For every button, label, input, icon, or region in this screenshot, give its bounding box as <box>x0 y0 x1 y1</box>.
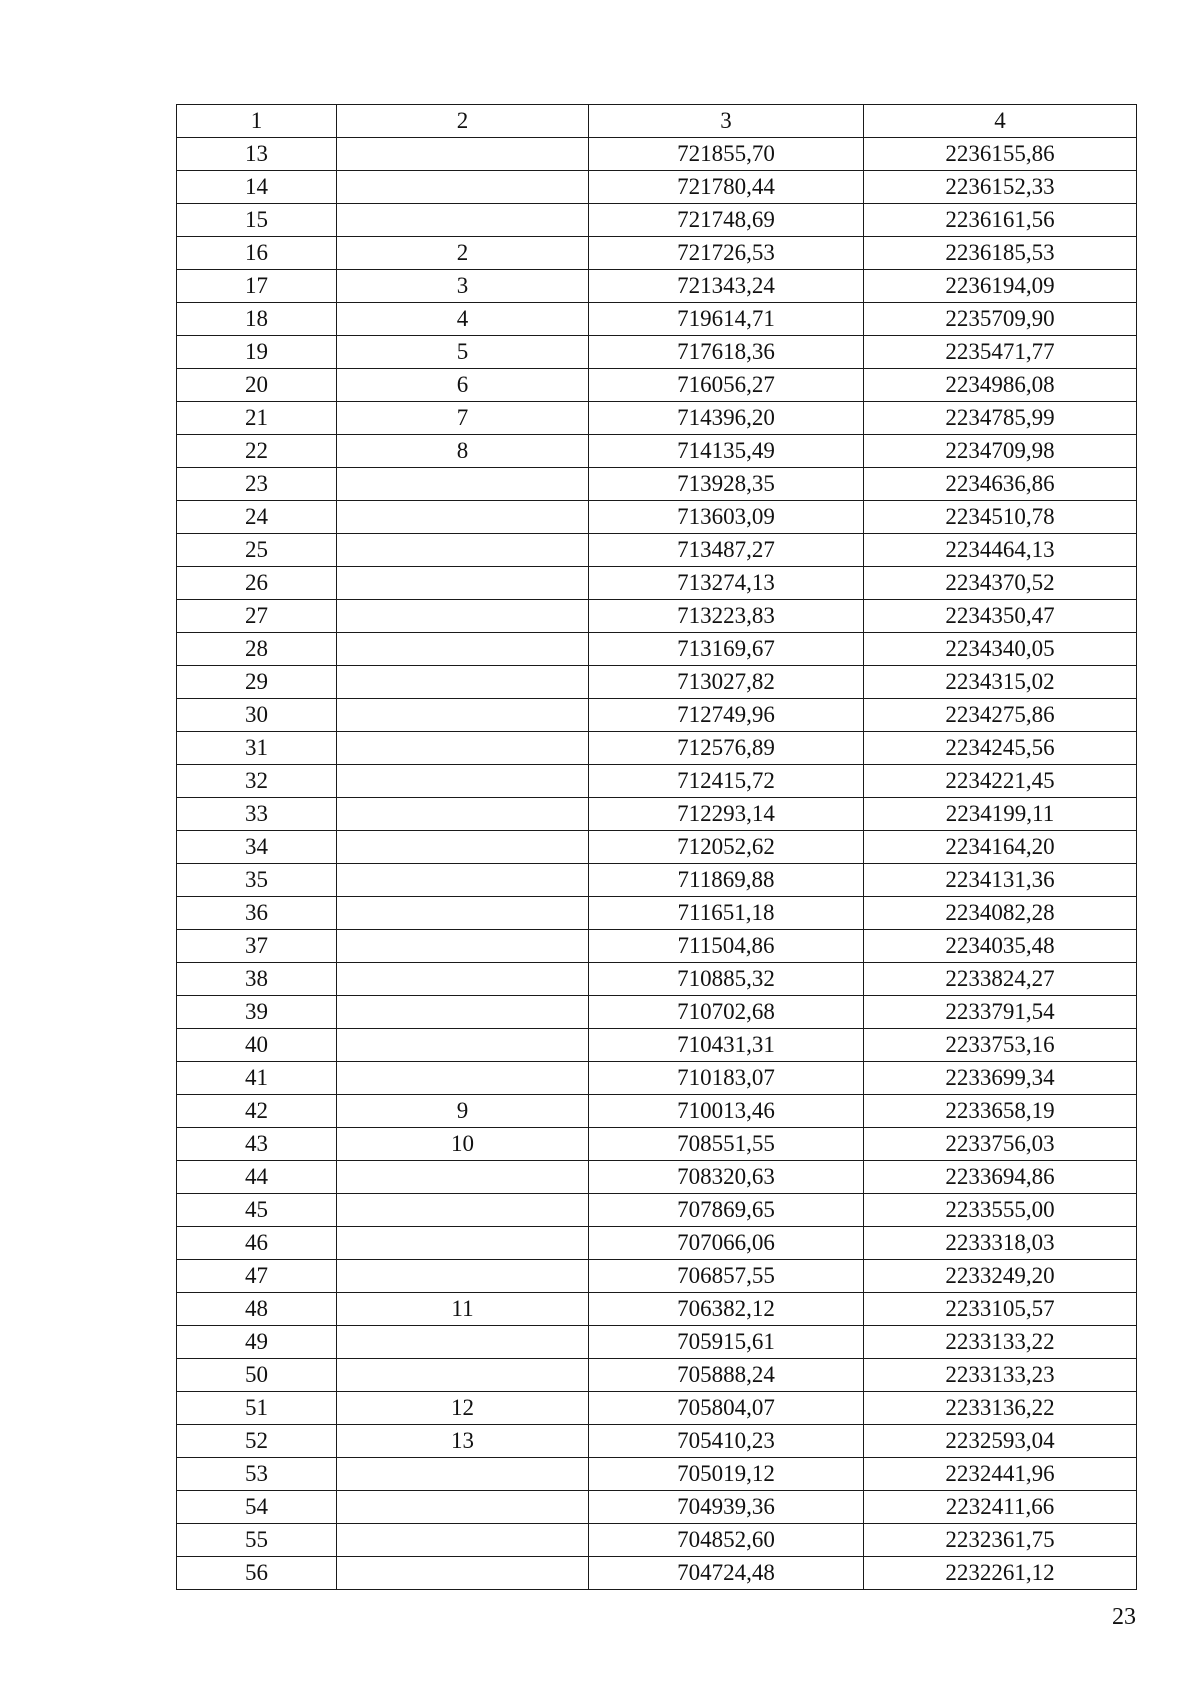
page-number: 23 <box>1112 1604 1136 1630</box>
x-coordinate-cell: 705019,12 <box>589 1458 864 1491</box>
node-number-cell: 13 <box>337 1425 589 1458</box>
x-coordinate-cell: 712052,62 <box>589 831 864 864</box>
node-number-cell <box>337 1227 589 1260</box>
point-number-cell: 33 <box>177 798 337 831</box>
y-coordinate-cell: 2234131,36 <box>864 864 1137 897</box>
column-header-3: 3 <box>589 105 864 138</box>
table-row <box>177 1128 1137 1161</box>
x-coordinate-cell: 717618,36 <box>589 336 864 369</box>
node-number-cell <box>337 765 589 798</box>
point-number-cell: 50 <box>177 1359 337 1392</box>
table-row <box>177 567 1137 600</box>
x-coordinate-cell: 713928,35 <box>589 468 864 501</box>
y-coordinate-cell: 2234082,28 <box>864 897 1137 930</box>
node-number-cell <box>337 1260 589 1293</box>
table-row <box>177 204 1137 237</box>
table-row <box>177 336 1137 369</box>
y-coordinate-cell: 2236155,86 <box>864 138 1137 171</box>
node-number-cell <box>337 138 589 171</box>
y-coordinate-cell: 2233756,03 <box>864 1128 1137 1161</box>
table-row <box>177 1029 1137 1062</box>
node-number-cell: 11 <box>337 1293 589 1326</box>
table-row <box>177 666 1137 699</box>
table-row <box>177 1161 1137 1194</box>
y-coordinate-cell: 2234636,86 <box>864 468 1137 501</box>
y-coordinate-cell: 2234370,52 <box>864 567 1137 600</box>
y-coordinate-cell: 2236161,56 <box>864 204 1137 237</box>
x-coordinate-cell: 707066,06 <box>589 1227 864 1260</box>
y-coordinate-cell: 2233105,57 <box>864 1293 1137 1326</box>
point-number-cell: 51 <box>177 1392 337 1425</box>
point-number-cell: 38 <box>177 963 337 996</box>
node-number-cell <box>337 699 589 732</box>
x-coordinate-cell: 707869,65 <box>589 1194 864 1227</box>
table-row <box>177 732 1137 765</box>
node-number-cell <box>337 204 589 237</box>
y-coordinate-cell: 2236152,33 <box>864 171 1137 204</box>
point-number-cell: 15 <box>177 204 337 237</box>
node-number-cell: 5 <box>337 336 589 369</box>
node-number-cell <box>337 1326 589 1359</box>
x-coordinate-cell: 721748,69 <box>589 204 864 237</box>
point-number-cell: 55 <box>177 1524 337 1557</box>
x-coordinate-cell: 704852,60 <box>589 1524 864 1557</box>
point-number-cell: 44 <box>177 1161 337 1194</box>
table-row <box>177 1425 1137 1458</box>
table-row <box>177 1062 1137 1095</box>
table-body <box>177 138 1137 1590</box>
node-number-cell <box>337 996 589 1029</box>
x-coordinate-cell: 713274,13 <box>589 567 864 600</box>
point-number-cell: 20 <box>177 369 337 402</box>
point-number-cell: 13 <box>177 138 337 171</box>
point-number-cell: 43 <box>177 1128 337 1161</box>
table-row <box>177 699 1137 732</box>
point-number-cell: 47 <box>177 1260 337 1293</box>
point-number-cell: 42 <box>177 1095 337 1128</box>
point-number-cell: 31 <box>177 732 337 765</box>
node-number-cell <box>337 468 589 501</box>
y-coordinate-cell: 2233753,16 <box>864 1029 1137 1062</box>
table-row <box>177 633 1137 666</box>
column-header-2: 2 <box>337 105 589 138</box>
coordinates-table <box>176 104 1137 1590</box>
node-number-cell <box>337 171 589 204</box>
table-row <box>177 468 1137 501</box>
node-number-cell: 7 <box>337 402 589 435</box>
table-row <box>177 897 1137 930</box>
node-number-cell: 3 <box>337 270 589 303</box>
point-number-cell: 16 <box>177 237 337 270</box>
node-number-cell <box>337 600 589 633</box>
x-coordinate-cell: 716056,27 <box>589 369 864 402</box>
point-number-cell: 24 <box>177 501 337 534</box>
y-coordinate-cell: 2233249,20 <box>864 1260 1137 1293</box>
y-coordinate-cell: 2232261,12 <box>864 1557 1137 1590</box>
y-coordinate-cell: 2234221,45 <box>864 765 1137 798</box>
y-coordinate-cell: 2234986,08 <box>864 369 1137 402</box>
point-number-cell: 37 <box>177 930 337 963</box>
node-number-cell <box>337 1458 589 1491</box>
node-number-cell <box>337 1524 589 1557</box>
table-row <box>177 1194 1137 1227</box>
point-number-cell: 39 <box>177 996 337 1029</box>
x-coordinate-cell: 712293,14 <box>589 798 864 831</box>
table-row <box>177 1227 1137 1260</box>
node-number-cell <box>337 930 589 963</box>
node-number-cell <box>337 633 589 666</box>
table-row <box>177 1260 1137 1293</box>
x-coordinate-cell: 714135,49 <box>589 435 864 468</box>
point-number-cell: 41 <box>177 1062 337 1095</box>
y-coordinate-cell: 2234350,47 <box>864 600 1137 633</box>
table-row <box>177 1293 1137 1326</box>
point-number-cell: 53 <box>177 1458 337 1491</box>
node-number-cell: 9 <box>337 1095 589 1128</box>
table-row <box>177 600 1137 633</box>
x-coordinate-cell: 710013,46 <box>589 1095 864 1128</box>
node-number-cell <box>337 1161 589 1194</box>
table-row <box>177 1458 1137 1491</box>
node-number-cell <box>337 1359 589 1392</box>
y-coordinate-cell: 2234709,98 <box>864 435 1137 468</box>
table-row <box>177 402 1137 435</box>
column-header-1: 1 <box>177 105 337 138</box>
y-coordinate-cell: 2233658,19 <box>864 1095 1137 1128</box>
point-number-cell: 19 <box>177 336 337 369</box>
point-number-cell: 49 <box>177 1326 337 1359</box>
y-coordinate-cell: 2233791,54 <box>864 996 1137 1029</box>
node-number-cell: 6 <box>337 369 589 402</box>
table-row <box>177 1557 1137 1590</box>
point-number-cell: 40 <box>177 1029 337 1062</box>
y-coordinate-cell: 2232411,66 <box>864 1491 1137 1524</box>
node-number-cell <box>337 831 589 864</box>
y-coordinate-cell: 2232441,96 <box>864 1458 1137 1491</box>
node-number-cell: 12 <box>337 1392 589 1425</box>
x-coordinate-cell: 704939,36 <box>589 1491 864 1524</box>
x-coordinate-cell: 721780,44 <box>589 171 864 204</box>
table-row <box>177 765 1137 798</box>
node-number-cell <box>337 798 589 831</box>
x-coordinate-cell: 708551,55 <box>589 1128 864 1161</box>
x-coordinate-cell: 712576,89 <box>589 732 864 765</box>
point-number-cell: 22 <box>177 435 337 468</box>
x-coordinate-cell: 711869,88 <box>589 864 864 897</box>
node-number-cell <box>337 1029 589 1062</box>
x-coordinate-cell: 710431,31 <box>589 1029 864 1062</box>
x-coordinate-cell: 710702,68 <box>589 996 864 1029</box>
y-coordinate-cell: 2233699,34 <box>864 1062 1137 1095</box>
point-number-cell: 34 <box>177 831 337 864</box>
y-coordinate-cell: 2233694,86 <box>864 1161 1137 1194</box>
point-number-cell: 25 <box>177 534 337 567</box>
table-row <box>177 1095 1137 1128</box>
y-coordinate-cell: 2236194,09 <box>864 270 1137 303</box>
x-coordinate-cell: 705410,23 <box>589 1425 864 1458</box>
table-row <box>177 435 1137 468</box>
table-row <box>177 798 1137 831</box>
node-number-cell <box>337 501 589 534</box>
table-row <box>177 1524 1137 1557</box>
table-row <box>177 930 1137 963</box>
point-number-cell: 48 <box>177 1293 337 1326</box>
x-coordinate-cell: 708320,63 <box>589 1161 864 1194</box>
y-coordinate-cell: 2234785,99 <box>864 402 1137 435</box>
x-coordinate-cell: 714396,20 <box>589 402 864 435</box>
x-coordinate-cell: 705888,24 <box>589 1359 864 1392</box>
table-row <box>177 501 1137 534</box>
node-number-cell: 8 <box>337 435 589 468</box>
x-coordinate-cell: 705915,61 <box>589 1326 864 1359</box>
x-coordinate-cell: 721343,24 <box>589 270 864 303</box>
node-number-cell <box>337 1062 589 1095</box>
table-row <box>177 963 1137 996</box>
point-number-cell: 18 <box>177 303 337 336</box>
y-coordinate-cell: 2233555,00 <box>864 1194 1137 1227</box>
column-header-4: 4 <box>864 105 1137 138</box>
y-coordinate-cell: 2234315,02 <box>864 666 1137 699</box>
x-coordinate-cell: 712749,96 <box>589 699 864 732</box>
y-coordinate-cell: 2234245,56 <box>864 732 1137 765</box>
x-coordinate-cell: 712415,72 <box>589 765 864 798</box>
node-number-cell <box>337 666 589 699</box>
point-number-cell: 27 <box>177 600 337 633</box>
y-coordinate-cell: 2233133,22 <box>864 1326 1137 1359</box>
point-number-cell: 14 <box>177 171 337 204</box>
y-coordinate-cell: 2235471,77 <box>864 336 1137 369</box>
node-number-cell: 4 <box>337 303 589 336</box>
x-coordinate-cell: 713169,67 <box>589 633 864 666</box>
x-coordinate-cell: 719614,71 <box>589 303 864 336</box>
point-number-cell: 17 <box>177 270 337 303</box>
x-coordinate-cell: 713603,09 <box>589 501 864 534</box>
y-coordinate-cell: 2234464,13 <box>864 534 1137 567</box>
table-row <box>177 1359 1137 1392</box>
y-coordinate-cell: 2233133,23 <box>864 1359 1137 1392</box>
table-row <box>177 1392 1137 1425</box>
x-coordinate-cell: 705804,07 <box>589 1392 864 1425</box>
y-coordinate-cell: 2236185,53 <box>864 237 1137 270</box>
table-row <box>177 171 1137 204</box>
y-coordinate-cell: 2233318,03 <box>864 1227 1137 1260</box>
table-row <box>177 369 1137 402</box>
y-coordinate-cell: 2234199,11 <box>864 798 1137 831</box>
x-coordinate-cell: 713223,83 <box>589 600 864 633</box>
point-number-cell: 52 <box>177 1425 337 1458</box>
x-coordinate-cell: 721726,53 <box>589 237 864 270</box>
node-number-cell <box>337 1557 589 1590</box>
point-number-cell: 26 <box>177 567 337 600</box>
point-number-cell: 23 <box>177 468 337 501</box>
point-number-cell: 46 <box>177 1227 337 1260</box>
table-row <box>177 534 1137 567</box>
table-row <box>177 864 1137 897</box>
node-number-cell <box>337 963 589 996</box>
point-number-cell: 36 <box>177 897 337 930</box>
y-coordinate-cell: 2232361,75 <box>864 1524 1137 1557</box>
x-coordinate-cell: 706857,55 <box>589 1260 864 1293</box>
x-coordinate-cell: 711504,86 <box>589 930 864 963</box>
x-coordinate-cell: 710183,07 <box>589 1062 864 1095</box>
table-header-row <box>177 105 1137 138</box>
point-number-cell: 56 <box>177 1557 337 1590</box>
node-number-cell <box>337 864 589 897</box>
point-number-cell: 35 <box>177 864 337 897</box>
x-coordinate-cell: 704724,48 <box>589 1557 864 1590</box>
y-coordinate-cell: 2234340,05 <box>864 633 1137 666</box>
node-number-cell <box>337 1491 589 1524</box>
y-coordinate-cell: 2234275,86 <box>864 699 1137 732</box>
table-row <box>177 237 1137 270</box>
x-coordinate-cell: 713027,82 <box>589 666 864 699</box>
node-number-cell: 2 <box>337 237 589 270</box>
point-number-cell: 28 <box>177 633 337 666</box>
y-coordinate-cell: 2233824,27 <box>864 963 1137 996</box>
y-coordinate-cell: 2234510,78 <box>864 501 1137 534</box>
table-row <box>177 831 1137 864</box>
table-row <box>177 303 1137 336</box>
point-number-cell: 30 <box>177 699 337 732</box>
x-coordinate-cell: 713487,27 <box>589 534 864 567</box>
y-coordinate-cell: 2235709,90 <box>864 303 1137 336</box>
node-number-cell <box>337 732 589 765</box>
table-row <box>177 1491 1137 1524</box>
y-coordinate-cell: 2234164,20 <box>864 831 1137 864</box>
x-coordinate-cell: 721855,70 <box>589 138 864 171</box>
node-number-cell <box>337 897 589 930</box>
point-number-cell: 54 <box>177 1491 337 1524</box>
point-number-cell: 21 <box>177 402 337 435</box>
table-row <box>177 270 1137 303</box>
x-coordinate-cell: 706382,12 <box>589 1293 864 1326</box>
node-number-cell: 10 <box>337 1128 589 1161</box>
x-coordinate-cell: 710885,32 <box>589 963 864 996</box>
table-row <box>177 1326 1137 1359</box>
y-coordinate-cell: 2233136,22 <box>864 1392 1137 1425</box>
point-number-cell: 32 <box>177 765 337 798</box>
x-coordinate-cell: 711651,18 <box>589 897 864 930</box>
table-row <box>177 138 1137 171</box>
node-number-cell <box>337 534 589 567</box>
node-number-cell <box>337 1194 589 1227</box>
y-coordinate-cell: 2234035,48 <box>864 930 1137 963</box>
node-number-cell <box>337 567 589 600</box>
point-number-cell: 45 <box>177 1194 337 1227</box>
y-coordinate-cell: 2232593,04 <box>864 1425 1137 1458</box>
point-number-cell: 29 <box>177 666 337 699</box>
table-row <box>177 996 1137 1029</box>
